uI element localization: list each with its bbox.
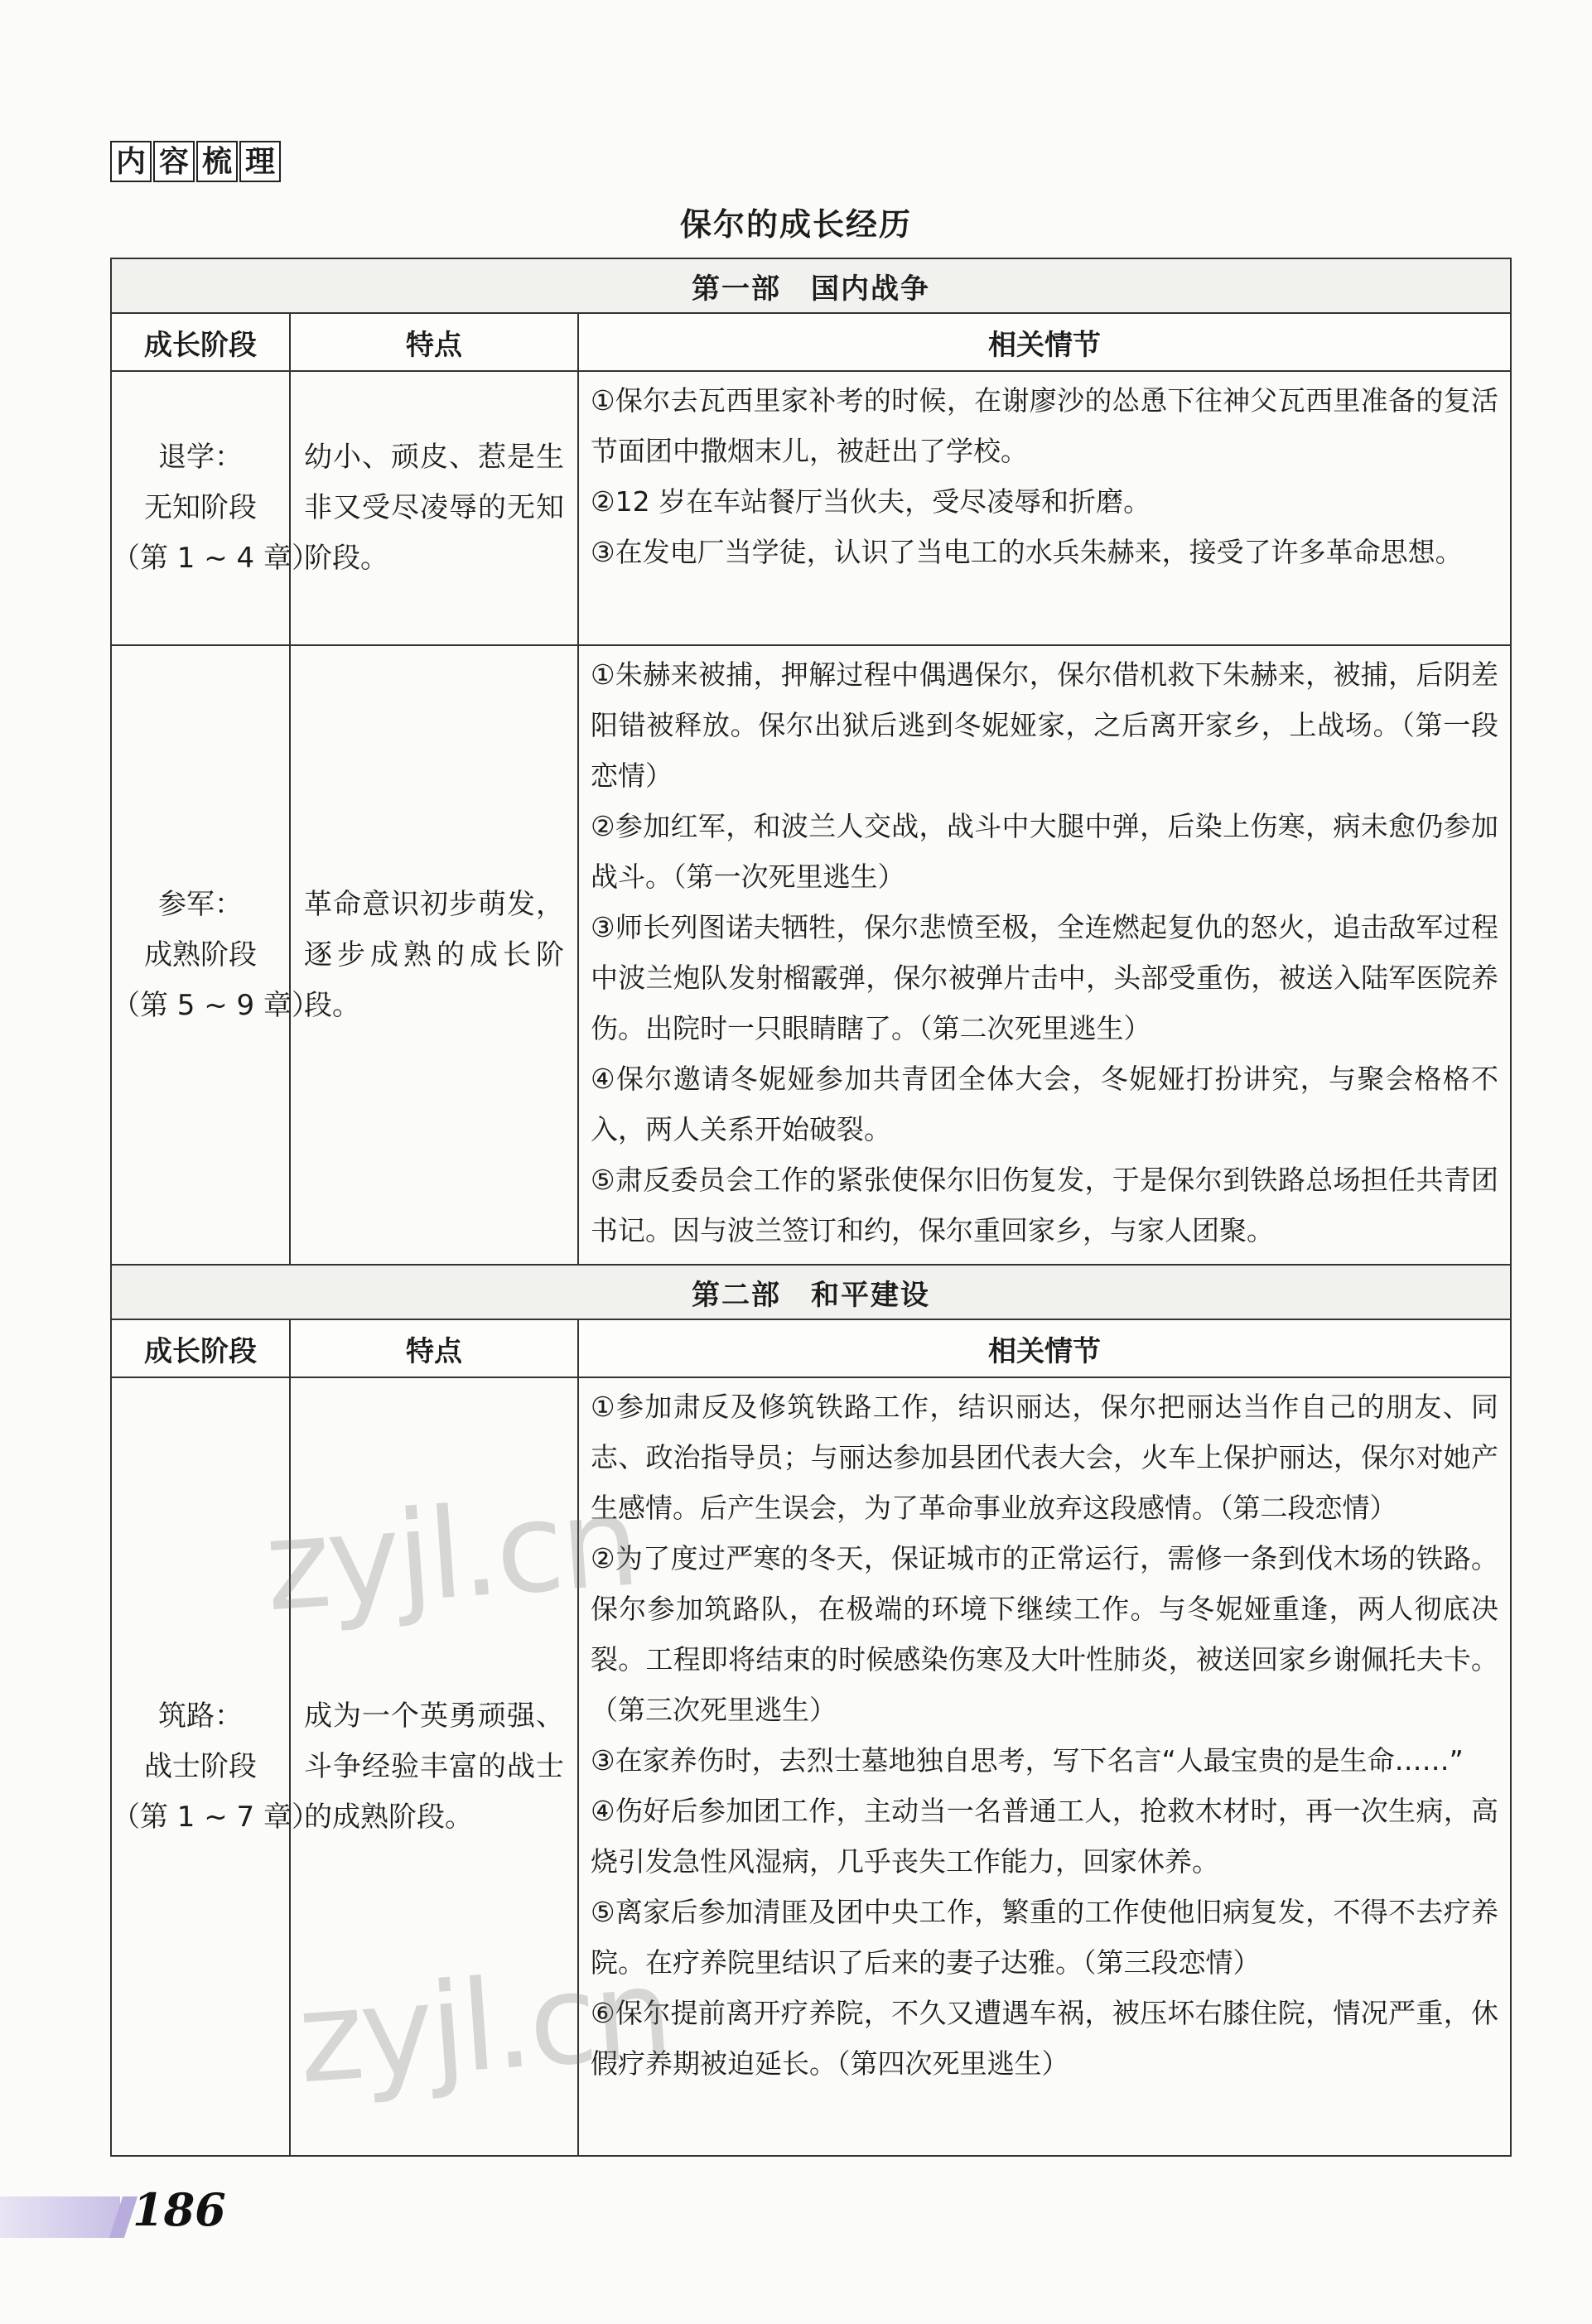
header-events: 相关情节 xyxy=(578,1319,1511,1377)
events-cell xyxy=(578,1377,1511,2156)
stage-phase: 无知阶段 xyxy=(144,491,257,524)
part-header-row xyxy=(111,1265,1511,1319)
event-item: ②12 岁在车站餐厅当伙夫，受尽凌辱和折磨。 xyxy=(591,485,1151,518)
event-item: ②参加红军，和波兰人交战，战斗中大腿中弹，后染上伤寒，病未愈仍参加战斗。（第一次死里逃生） xyxy=(591,810,1499,893)
stage-name: 退学： xyxy=(158,441,243,474)
column-header-row xyxy=(111,1319,1511,1377)
part-header-row xyxy=(111,258,1511,313)
section-tag-char: 内 xyxy=(110,141,152,182)
header-feature: 特点 xyxy=(290,313,578,371)
events-cell xyxy=(578,645,1511,1265)
section-tag-char: 梳 xyxy=(196,141,238,182)
part-title: 第二部 和平建设 xyxy=(111,1265,1511,1319)
event-item: ③在家养伤时，去烈士墓地独自思考，写下名言“人最宝贵的是生命……” xyxy=(591,1744,1464,1777)
stage-name: 筑路： xyxy=(158,1699,243,1733)
feature-cell: 革命意识初步萌发，逐步成熟的成长阶段。 xyxy=(290,645,578,1265)
table-row xyxy=(111,645,1511,1265)
stage-name: 参军： xyxy=(158,887,243,921)
event-item: ①参加肃反及修筑铁路工作，结识丽达，保尔把丽达当作自己的朋友、同志、政治指导员；与丽达参加县团代表大会，火车上保护丽达，保尔对她产生感情。后产生误会，为了革命事业放弃这段感情。（第二段恋情） xyxy=(591,1391,1499,1524)
watermark-text: zyjl.cn xyxy=(260,1469,641,1640)
table-row xyxy=(111,371,1511,645)
stage-cell xyxy=(111,371,320,645)
header-stage: 成长阶段 xyxy=(111,313,290,371)
stage-chapters: （第 1 ~ 4 章） xyxy=(112,542,320,575)
section-tag-char: 理 xyxy=(239,141,281,182)
event-item: ①朱赫来被捕，押解过程中偶遇保尔，保尔借机救下朱赫来，被捕，后阴差阳错被释放。保尔出狱后逃到冬妮娅家，之后离开家乡，上战场。（第一段恋情） xyxy=(591,658,1499,792)
page-title: 保尔的成长经历 xyxy=(679,206,912,243)
watermark-text: zyjl.cn xyxy=(293,1941,674,2112)
page-number: 186 xyxy=(133,2183,226,2236)
section-tag xyxy=(110,141,281,182)
event-item: ④伤好后参加团工作，主动当一名普通工人，抢救木材时，再一次生病，高烧引发急性风湿病，几乎丧失工作能力，回家休养。 xyxy=(591,1795,1499,1878)
stage-cell xyxy=(111,1377,320,2156)
stage-chapters: （第 5 ~ 9 章） xyxy=(112,988,320,1022)
event-item: ②为了度过严寒的冬天，保证城市的正常运行，需修一条到伐木场的铁路。保尔参加筑路队，在极端的环境下继续工作。与冬妮娅重逢，两人彻底决裂。工程即将结束的时候感染伤寒及大叶性肺炎，被送回家乡谢佩托夫卡。（第三次死里逃生） xyxy=(591,1542,1499,1726)
event-item: ③师长列图诺夫牺牲，保尔悲愤至极，全连燃起复仇的怒火，追击敌军过程中波兰炮队发射榴霰弹，保尔被弹片击中，头部受重伤，被送入陆军医院养伤。出院时一只眼睛瞎了。（第二次死里逃生） xyxy=(591,911,1499,1044)
event-item: ⑤离家后参加清匪及团中央工作，繁重的工作使他旧病复发，不得不去疗养院。在疗养院里结识了后来的妻子达雅。（第三段恋情） xyxy=(591,1896,1499,1979)
event-item: ⑤肃反委员会工作的紧张使保尔旧伤复发，于是保尔到铁路总场担任共青团书记。因与波兰签订和约，保尔重回家乡，与家人团聚。 xyxy=(591,1164,1499,1246)
column-header-row xyxy=(111,313,1511,371)
header-events: 相关情节 xyxy=(578,313,1511,371)
feature-cell: 幼小、顽皮、惹是生非又受尽凌辱的无知阶段。 xyxy=(290,371,578,645)
stage-phase: 战士阶段 xyxy=(144,1749,257,1783)
header-feature: 特点 xyxy=(290,1319,578,1377)
event-item: ①保尔去瓦西里家补考的时候，在谢廖沙的怂恿下往神父瓦西里准备的复活节面团中撒烟末儿，被赶出了学校。 xyxy=(591,384,1499,467)
event-item: ③在发电厂当学徒，认识了当电工的水兵朱赫来，接受了许多革命思想。 xyxy=(591,536,1463,568)
stage-phase: 成熟阶段 xyxy=(144,938,257,972)
stage-cell xyxy=(111,645,320,1265)
event-item: ④保尔邀请冬妮娅参加共青团全体大会，冬妮娅打扮讲究，与聚会格格不入，两人关系开始破裂。 xyxy=(591,1063,1499,1145)
section-tag-char: 容 xyxy=(153,141,195,182)
part-title: 第一部 国内战争 xyxy=(111,258,1511,313)
growth-table xyxy=(110,258,1512,2157)
stage-chapters: （第 1 ~ 7 章） xyxy=(112,1800,320,1834)
feature-cell: 成为一个英勇顽强、斗争经验丰富的战士的成熟阶段。 xyxy=(290,1377,578,2156)
event-item: ⑥保尔提前离开疗养院，不久又遭遇车祸，被压坏右膝住院，情况严重，休假疗养期被迫延长。（第四次死里逃生） xyxy=(591,1997,1499,2080)
footer-decoration xyxy=(0,2196,120,2238)
header-stage: 成长阶段 xyxy=(111,1319,290,1377)
events-cell xyxy=(578,371,1511,645)
